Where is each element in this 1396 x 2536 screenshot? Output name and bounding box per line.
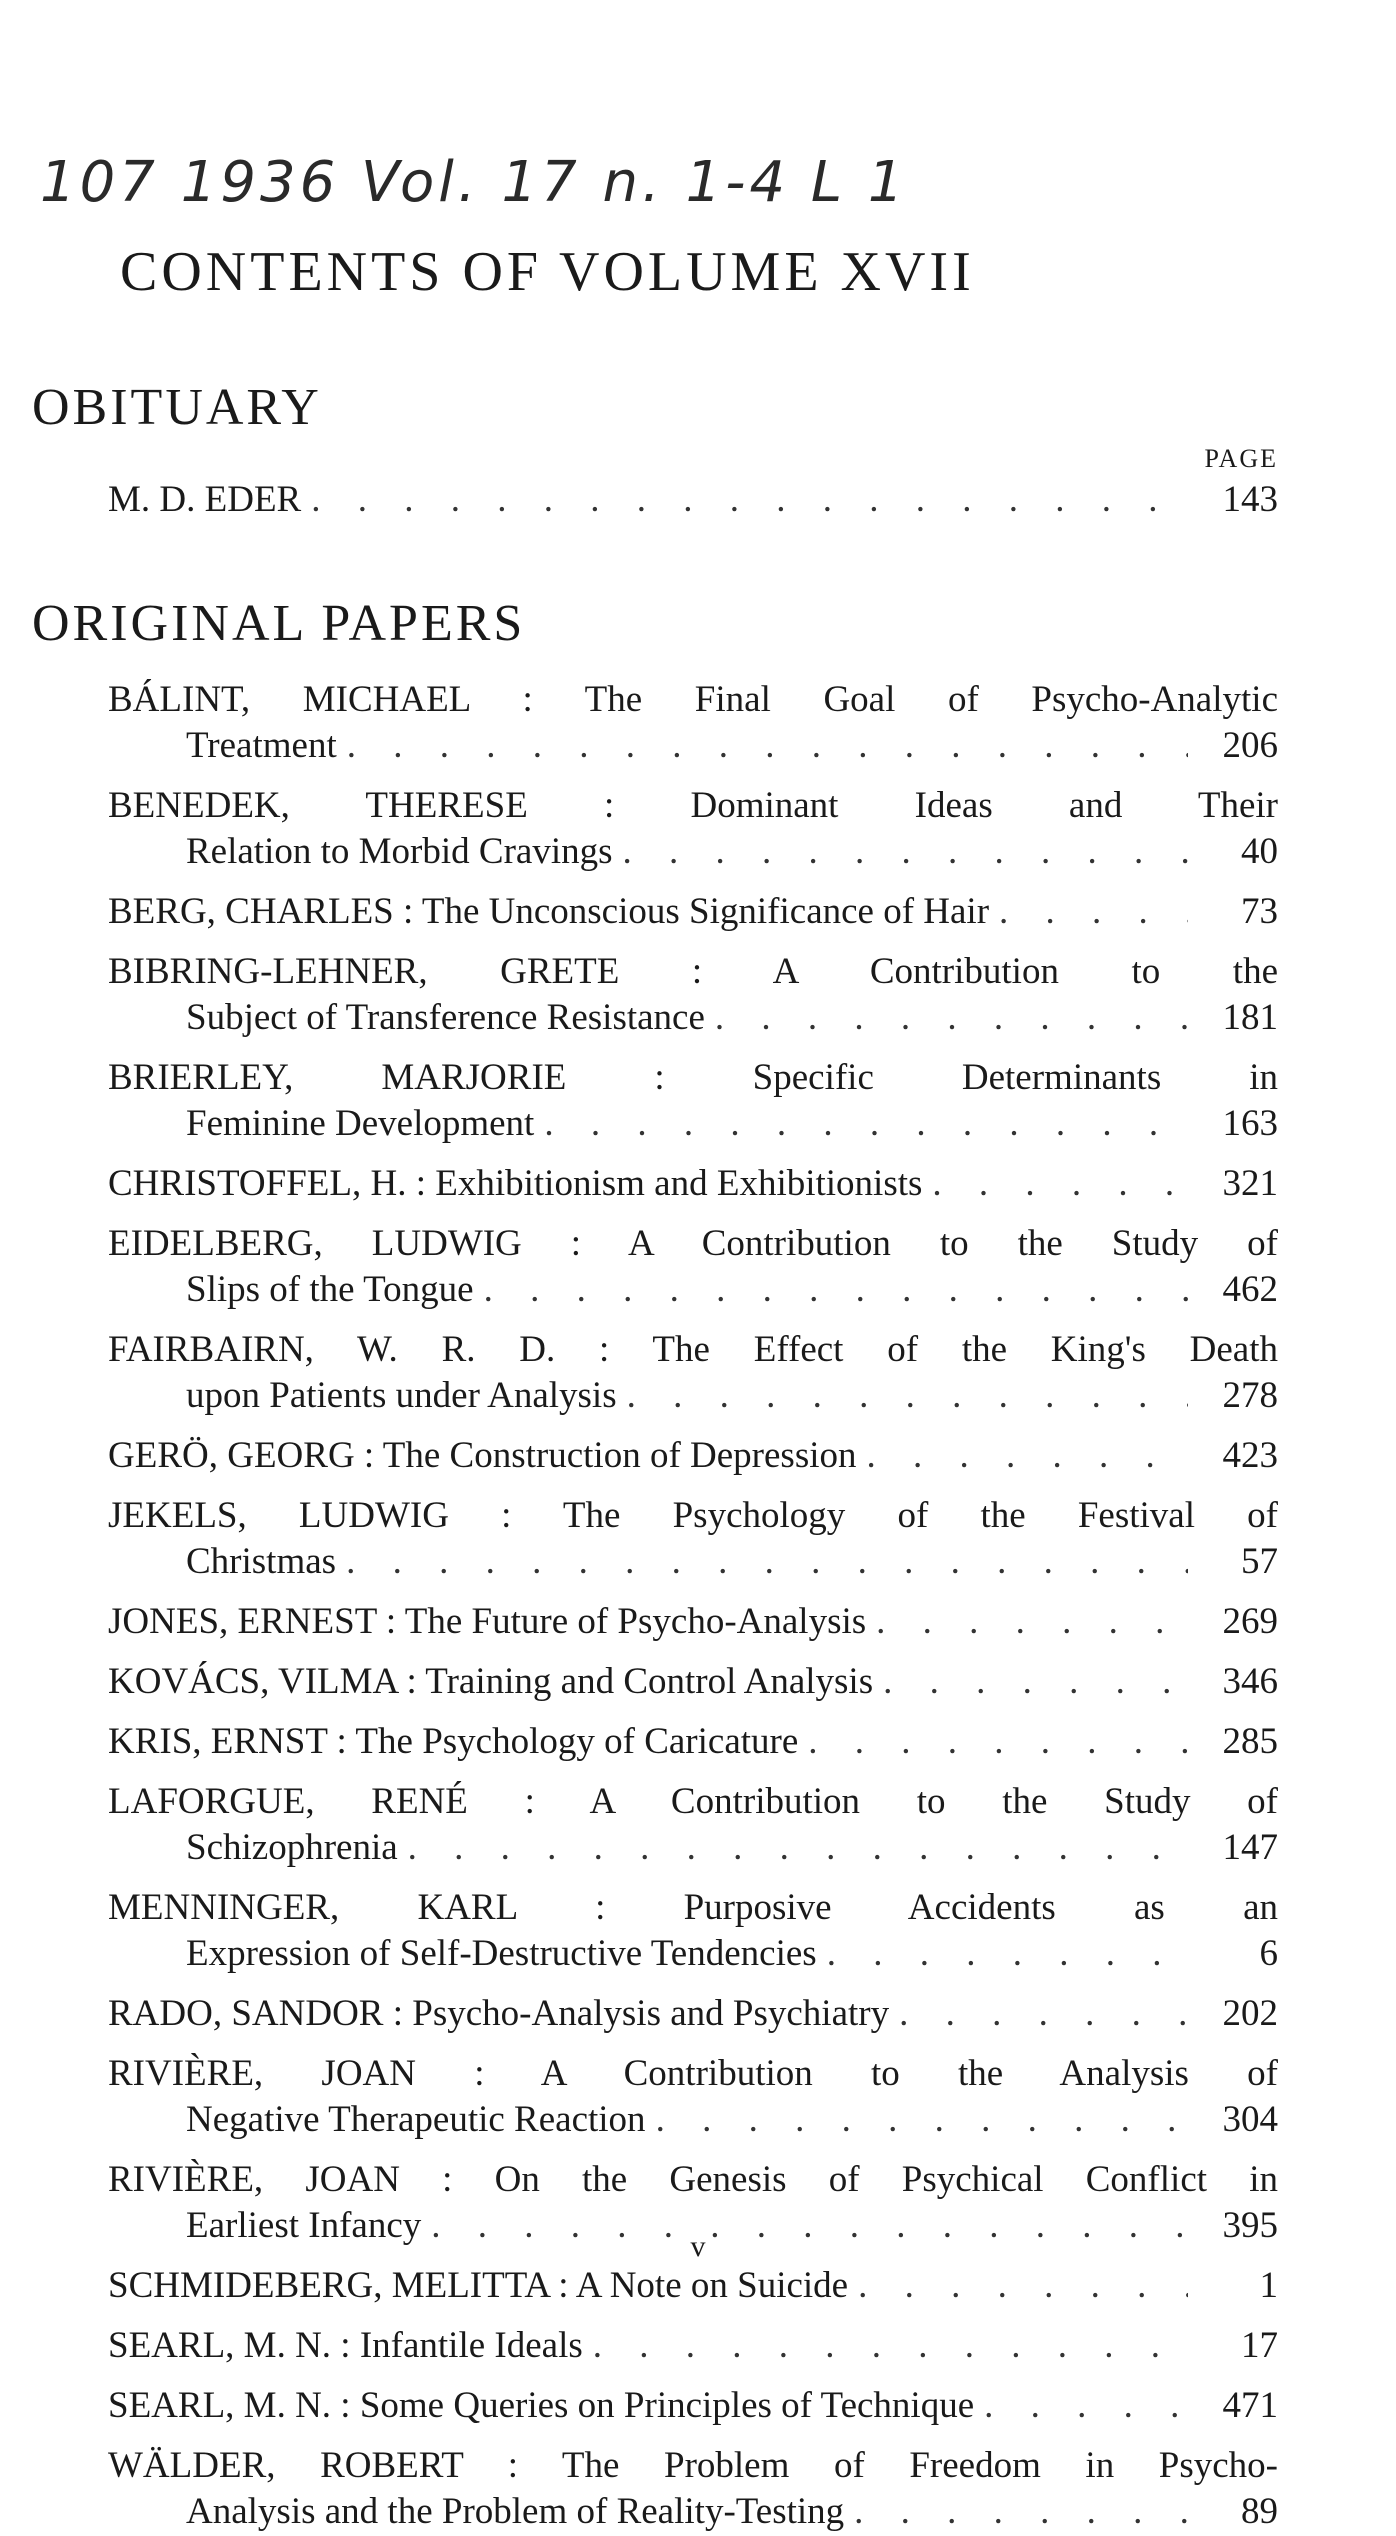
toc-entry bbox=[108, 1434, 1278, 1480]
toc-entry-text: Treatment bbox=[186, 725, 337, 766]
dot-leader bbox=[808, 1720, 1188, 1764]
toc-entry-text: RIVIÈRE, JOAN : A Contribution to the Analysis of bbox=[108, 2053, 1278, 2094]
dot-leader bbox=[408, 1826, 1188, 1870]
toc-entry-text: GERÖ, GEORG : The Construction of Depression bbox=[108, 1435, 857, 1476]
toc-entry bbox=[108, 1992, 1278, 2038]
dot-leader bbox=[347, 724, 1188, 768]
toc-line bbox=[108, 1540, 1278, 1586]
toc-entry bbox=[108, 2444, 1278, 2536]
dot-leader bbox=[715, 996, 1188, 1040]
toc-entry-text: EIDELBERG, LUDWIG : A Contribution to the Study of bbox=[108, 1223, 1278, 1264]
toc-entry-text: BIBRING-LEHNER, GRETE : A Contribution to the bbox=[108, 951, 1278, 992]
toc-line bbox=[108, 478, 1278, 524]
toc-entry bbox=[108, 1720, 1278, 1766]
toc-line bbox=[108, 2324, 1278, 2370]
toc-entry-text: FAIRBAIRN, W. R. D. : The Effect of the King's Death bbox=[108, 1329, 1278, 1370]
page-column-header: PAGE bbox=[1204, 444, 1278, 473]
toc-line bbox=[108, 1992, 1278, 2038]
toc-entry-text: JEKELS, LUDWIG : The Psychology of the Festival of bbox=[108, 1495, 1278, 1536]
toc-entry bbox=[108, 2324, 1278, 2370]
toc-entry-text: BERG, CHARLES : The Unconscious Significance of Hair bbox=[108, 891, 990, 932]
toc-entry-text: Negative Therapeutic Reaction bbox=[186, 2099, 646, 2140]
toc-entry bbox=[108, 1494, 1278, 1586]
toc-entry-text: JONES, ERNEST : The Future of Psycho-Analysis bbox=[108, 1601, 867, 1642]
toc-line bbox=[108, 2384, 1278, 2430]
toc-entry-page: 321 bbox=[1222, 1163, 1278, 1204]
toc-entry-text: RADO, SANDOR : Psycho-Analysis and Psychiatry bbox=[108, 1993, 890, 2034]
toc-entry-text: RIVIÈRE, JOAN : On the Genesis of Psychical Conflict in bbox=[108, 2159, 1278, 2200]
toc-entry bbox=[108, 2052, 1278, 2144]
dot-leader bbox=[656, 2098, 1188, 2142]
obituary-entry-page: 143 bbox=[1222, 479, 1278, 520]
toc-entry bbox=[108, 1780, 1278, 1872]
dot-leader bbox=[867, 1434, 1189, 1478]
toc-entry-text: Feminine Development bbox=[186, 1103, 535, 1144]
toc-entry bbox=[108, 1886, 1278, 1978]
toc-entry-text: KOVÁCS, VILMA : Training and Control Analysis bbox=[108, 1661, 874, 1702]
toc-entry bbox=[108, 2264, 1278, 2310]
obituary-heading: OBITUARY bbox=[32, 379, 322, 436]
toc-entry-page: 462 bbox=[1222, 1269, 1278, 1310]
toc-line bbox=[108, 1268, 1278, 1314]
toc-entry-page: 73 bbox=[1241, 891, 1278, 932]
toc-entry bbox=[108, 1162, 1278, 1208]
toc-entry-page: 6 bbox=[1259, 1933, 1278, 1974]
toc-entry-text: Slips of the Tongue bbox=[186, 1269, 474, 1310]
toc-entry-text: Christmas bbox=[186, 1541, 337, 1582]
toc-entry-text: LAFORGUE, RENÉ : A Contribution to the Study of bbox=[108, 1781, 1278, 1822]
dot-leader bbox=[999, 890, 1188, 934]
toc-entry-text: WÄLDER, ROBERT : The Problem of Freedom in Psycho- bbox=[108, 2445, 1278, 2486]
original-papers-heading: ORIGINAL PAPERS bbox=[32, 595, 526, 652]
toc-entry-page: 40 bbox=[1241, 831, 1278, 872]
toc-entry-page: 202 bbox=[1222, 1993, 1278, 2034]
dot-leader bbox=[627, 1374, 1188, 1418]
toc-entry bbox=[108, 1600, 1278, 1646]
toc-entry-page: 89 bbox=[1241, 2491, 1278, 2532]
toc-entry-page: 285 bbox=[1222, 1721, 1278, 1762]
toc-entry-page: 269 bbox=[1222, 1601, 1278, 1642]
toc-entry-text: SEARL, M. N. : Infantile Ideals bbox=[108, 2325, 583, 2366]
toc-entry-page: 423 bbox=[1222, 1435, 1278, 1476]
toc-entry-text: SCHMIDEBERG, MELITTA : A Note on Suicide bbox=[108, 2265, 849, 2306]
toc-entry-page: 206 bbox=[1222, 725, 1278, 766]
dot-leader bbox=[346, 1540, 1188, 1584]
toc-line bbox=[108, 1162, 1278, 1208]
toc-line bbox=[108, 1102, 1278, 1148]
toc-line bbox=[108, 1720, 1278, 1766]
toc-line bbox=[108, 1434, 1278, 1480]
toc-entry bbox=[108, 2384, 1278, 2430]
toc-line bbox=[108, 1932, 1278, 1978]
dot-leader bbox=[876, 1600, 1188, 1644]
dot-leader bbox=[858, 2264, 1188, 2308]
toc-entry bbox=[108, 950, 1278, 1042]
toc-line bbox=[108, 1374, 1278, 1420]
dot-leader bbox=[932, 1162, 1188, 1206]
toc-entry-page: 395 bbox=[1222, 2205, 1278, 2246]
obituary-entry bbox=[108, 478, 1278, 524]
toc-entry-text: Analysis and the Problem of Reality-Testing bbox=[186, 2491, 845, 2532]
toc-entry-page: 278 bbox=[1222, 1375, 1278, 1416]
dot-leader bbox=[544, 1102, 1188, 1146]
toc-line bbox=[108, 2264, 1278, 2310]
page-number-footer: v bbox=[690, 2230, 706, 2263]
toc-line bbox=[108, 996, 1278, 1042]
dot-leader bbox=[311, 478, 1188, 521]
toc-entry-text: SEARL, M. N. : Some Queries on Principles of Technique bbox=[108, 2385, 975, 2426]
toc-entry bbox=[108, 678, 1278, 770]
toc-entry-text: upon Patients under Analysis bbox=[186, 1375, 617, 1416]
toc-entry-page: 163 bbox=[1222, 1103, 1278, 1144]
dot-leader bbox=[899, 1992, 1188, 2036]
toc-entry bbox=[108, 1222, 1278, 1314]
toc-entry-page: 346 bbox=[1222, 1661, 1278, 1702]
dot-leader bbox=[854, 2490, 1188, 2534]
dot-leader bbox=[883, 1660, 1188, 1704]
toc-entry-page: 181 bbox=[1222, 997, 1278, 1038]
dot-leader bbox=[484, 1268, 1188, 1312]
dot-leader bbox=[593, 2324, 1188, 2368]
toc-entry bbox=[108, 1660, 1278, 1706]
toc-line bbox=[108, 2098, 1278, 2144]
toc-entry-page: 304 bbox=[1222, 2099, 1278, 2140]
toc-entry-text: Schizophrenia bbox=[186, 1827, 398, 1868]
toc-line bbox=[108, 1826, 1278, 1872]
dot-leader bbox=[623, 830, 1189, 874]
toc-entry-page: 57 bbox=[1241, 1541, 1278, 1582]
toc-line bbox=[108, 1660, 1278, 1706]
page-title: CONTENTS OF VOLUME XVII bbox=[120, 241, 975, 303]
toc-line bbox=[108, 830, 1278, 876]
toc-entry-page: 17 bbox=[1241, 2325, 1278, 2366]
dot-leader bbox=[827, 1932, 1188, 1976]
toc-entry-text: Expression of Self-Destructive Tendencies bbox=[186, 1933, 817, 1974]
toc-entry bbox=[108, 1328, 1278, 1420]
toc-line bbox=[108, 724, 1278, 770]
toc-entry-text: BRIERLEY, MARJORIE : Specific Determinants in bbox=[108, 1057, 1278, 1098]
toc-line bbox=[108, 2490, 1278, 2536]
toc-entry bbox=[108, 1056, 1278, 1148]
toc-entry-page: 147 bbox=[1222, 1827, 1278, 1868]
toc-entry-text: KRIS, ERNST : The Psychology of Caricature bbox=[108, 1721, 799, 1762]
dot-leader bbox=[984, 2384, 1188, 2428]
toc-entry-text: Earliest Infancy bbox=[186, 2205, 422, 2246]
toc-entry-text: MENNINGER, KARL : Purposive Accidents as an bbox=[108, 1887, 1278, 1928]
toc-entry-text: Relation to Morbid Cravings bbox=[186, 831, 613, 872]
toc-entry bbox=[108, 784, 1278, 876]
toc-entry bbox=[108, 890, 1278, 936]
toc-entry-text: Subject of Transference Resistance bbox=[186, 997, 705, 1038]
toc-line bbox=[108, 890, 1278, 936]
toc-entry-text: BENEDEK, THERESE : Dominant Ideas and Their bbox=[108, 785, 1278, 826]
toc-entry-page: 1 bbox=[1259, 2265, 1278, 2306]
toc-entry-text: BÁLINT, MICHAEL : The Final Goal of Psycho-Analytic bbox=[108, 679, 1278, 720]
toc-entry-text: CHRISTOFFEL, H. : Exhibitionism and Exhibitionists bbox=[108, 1163, 923, 1204]
toc-entry-page: 471 bbox=[1222, 2385, 1278, 2426]
toc-line bbox=[108, 1600, 1278, 1646]
handwritten-note: 107 1936 Vol. 17 n. 1-4 L 1 bbox=[40, 150, 908, 215]
obituary-entry-text: M. D. EDER bbox=[108, 479, 302, 520]
